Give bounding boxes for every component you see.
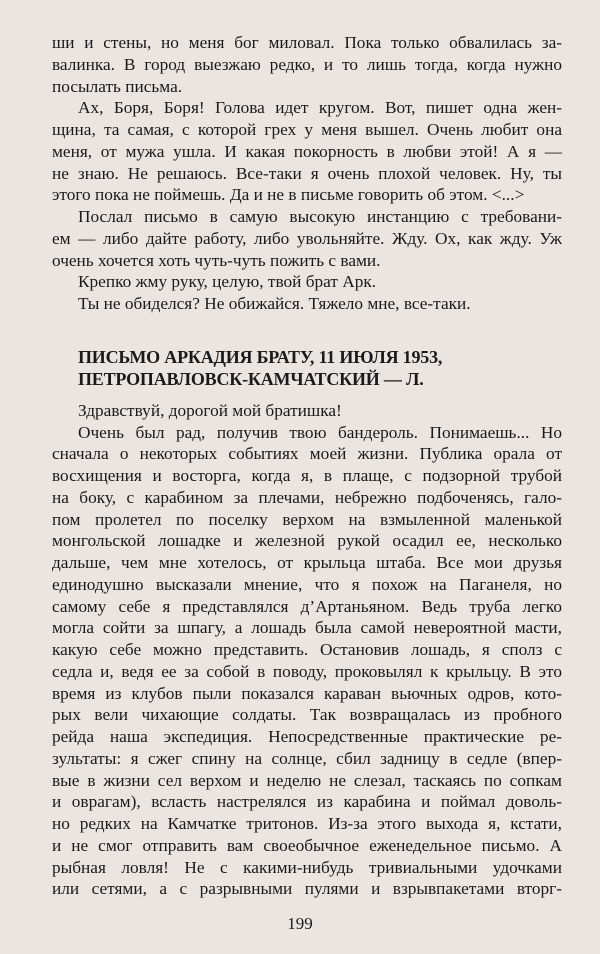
text-line: ши и стены, но меня бог миловал. Пока только обвалилась за- bbox=[52, 33, 562, 52]
text-line: Очень был рад, получив твою бандероль. Понимаешь... Но bbox=[78, 422, 562, 442]
text-line: этого пока не поймешь. Да и не в письме говорить об этом. <...> bbox=[52, 185, 525, 205]
text-line: рыбная ловля! Не с какими-нибудь тривиальными удочками bbox=[52, 857, 562, 877]
text-line: очень хочется хоть чуть-чуть пожить с вами. bbox=[52, 250, 381, 270]
text-line: Послал письмо в самую высокую инстанцию с требовани- bbox=[78, 207, 562, 226]
text-line: самому себе я представлялся д’Артаньяном. Ведь труба легко bbox=[52, 596, 562, 616]
text-line: зультаты: я сжег спину на солнце, сбил задницу в седле (впер- bbox=[52, 748, 562, 768]
letter-continuation bbox=[52, 32, 562, 315]
text-line: рейда наша экспедиция. Непосредственные практические ре- bbox=[52, 727, 562, 746]
text-line: единодушно высказали мнение, что я похож на Паганеля, но bbox=[52, 574, 562, 594]
text-line: на боку, с карабином за плечами, небрежно подбоченясь, гало- bbox=[52, 487, 562, 507]
section-heading bbox=[78, 346, 562, 390]
text-line: время из клубов пыли показался караван вьючных одров, кото- bbox=[52, 683, 562, 703]
text-line: Ах, Боря, Боря! Голова идет кругом. Вот, пишет одна жен- bbox=[78, 98, 562, 118]
text-line: восхищения и восторга, когда я, в плаще, с подзорной трубой bbox=[52, 466, 562, 485]
text-line: Ты не обиделся? Не обижайся. Тяжело мне, все-таки. bbox=[78, 294, 471, 313]
text-line: вые в жизни сел верхом и неделю не слезал, таскаясь по сопкам bbox=[52, 770, 562, 790]
text-line: пом пролетел по поселку верхом на взмыленной маленькой bbox=[52, 509, 562, 529]
text-line: ем — либо дайте работу, либо увольняйте. Жду. Ох, как жду. Уж bbox=[52, 228, 562, 248]
text-line: рых вели чихающие солдаты. Так возвращалась из пробного bbox=[52, 705, 562, 725]
text-line: Здравствуй, дорогой мой братишка! bbox=[78, 400, 342, 420]
heading-line: ПИСЬМО АРКАДИЯ БРАТУ, 11 ИЮЛЯ 1953, bbox=[78, 346, 443, 367]
text-line: и оврагам), всласть настрелялся из карабина и поймал доволь- bbox=[52, 792, 562, 812]
text-line: монгольской лошадке и железной рукой осадил ее, несколько bbox=[52, 531, 562, 551]
text-line: валинка. В город выезжаю редко, и то лишь тогда, когда нужно bbox=[52, 54, 562, 74]
page-number: 199 bbox=[287, 914, 313, 933]
text-line: но редких на Камчатке тритонов. Из-за этого выхода я, кстати, bbox=[52, 814, 562, 833]
text-line: не знаю. Не решаюсь. Все-таки я очень плохой человек. Ну, ты bbox=[52, 163, 562, 183]
paragraph bbox=[52, 400, 562, 422]
text-line: седла и, ведя ее за собой в поводу, проковылял к крыльцу. В это bbox=[52, 661, 562, 681]
text-line: и не смог отправить вам своеобычное еженедельное письмо. А bbox=[52, 835, 562, 855]
paragraph bbox=[52, 97, 562, 206]
text-line: дальше, чем мне хотелось, от крыльца штаба. Все мои друзья bbox=[52, 553, 562, 572]
paragraph bbox=[52, 206, 562, 271]
text-line: сначала о некоторых событиях моей жизни. Публика орала от bbox=[52, 444, 562, 464]
paragraph bbox=[52, 293, 562, 315]
text-line: могла сойти за шпагу, а лошадь была самой невероятной масти, bbox=[52, 618, 562, 638]
heading-line: ПЕТРОПАВЛОВСК-КАМЧАТСКИЙ — Л. bbox=[78, 368, 424, 389]
text-line: меня, от мужа ушла. И какая покорность в любви этой! А я — bbox=[52, 141, 562, 161]
text-line: или сетями, а с разрывными пулями и взрывпакетами вторг- bbox=[52, 879, 562, 899]
paragraph bbox=[52, 32, 562, 97]
text-line: какую себе можно представить. Остановив лошадь, я сполз с bbox=[52, 640, 562, 659]
text-line: Крепко жму руку, целую, твой брат Арк. bbox=[78, 272, 377, 292]
paragraph bbox=[52, 422, 562, 901]
letter-body bbox=[52, 400, 562, 900]
paragraph bbox=[52, 271, 562, 293]
book-page-text bbox=[52, 32, 562, 900]
text-line: щина, та самая, с которой грех у меня вышел. Очень любит она bbox=[52, 120, 562, 139]
text-line: посылать письма. bbox=[52, 76, 183, 96]
